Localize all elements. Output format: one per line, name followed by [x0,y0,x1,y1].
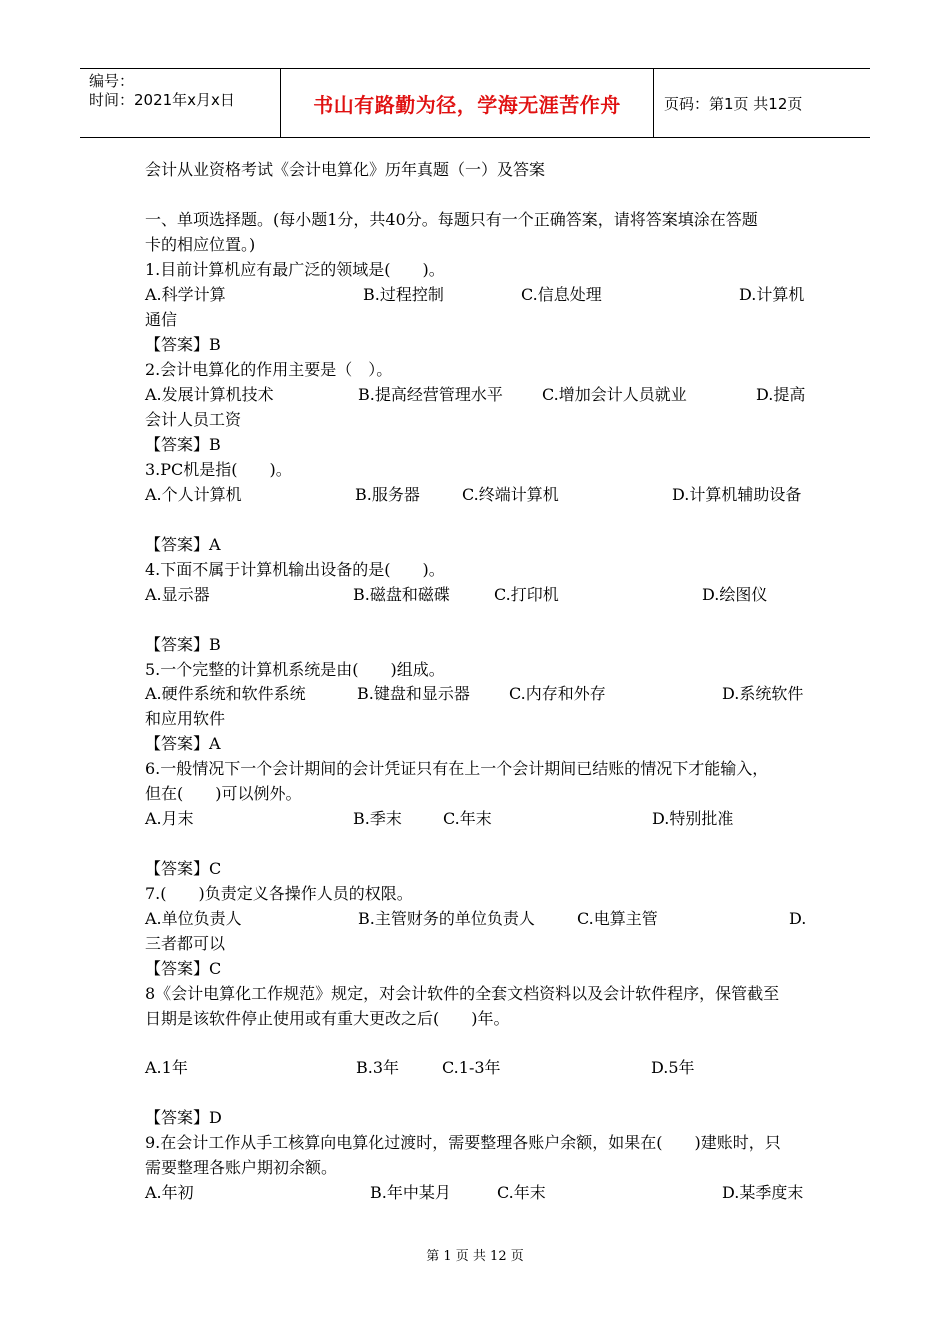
option-c: C.终端计算机 [462,485,559,504]
options-row [145,483,807,507]
options-row [145,807,807,831]
option-c: C.电算主管 [577,909,658,928]
option-d: D.某季度末 [722,1183,804,1202]
option-b: B.服务器 [355,485,420,504]
time-label: 时间：2021年x月x日 [89,91,235,109]
header-table [80,68,870,138]
answer: 【答案】C [145,959,222,978]
question-text: 2.会计电算化的作用主要是（ ）。 [145,360,393,379]
option-d: D.计算机 [739,285,805,304]
option-d: D.5年 [651,1058,695,1077]
option-d: D.绘图仪 [702,585,768,604]
options-row [145,583,807,607]
answer: 【答案】A [145,734,221,753]
option-d: D.提高 [756,385,806,404]
option-b: B.过程控制 [363,285,444,304]
option-c: C.年末 [497,1183,546,1202]
option-wrap: 和应用软件 [145,709,226,728]
option-a: A.硬件系统和软件系统 [145,684,306,703]
option-b: B.提高经营管理水平 [358,385,503,404]
option-a: A.科学计算 [145,285,226,304]
option-d: D.特别批准 [652,809,734,828]
question-text: 5.一个完整的计算机系统是由( )组成。 [145,660,445,679]
number-label: 编号： [89,72,135,90]
question-text: 9.在会计工作从手工核算向电算化过渡时，需要整理各账户余额，如果在( )建账时，只 [145,1133,781,1152]
options-row [145,283,807,307]
option-c: C.年末 [443,809,492,828]
option-a: A.单位负责人 [145,909,242,928]
question-text: 8《会计电算化工作规范》规定，对会计软件的全套文档资料以及会计软件程序，保管截至 [145,984,780,1003]
option-b: B.磁盘和磁碟 [353,585,450,604]
option-b: B.3年 [356,1058,400,1077]
answer: 【答案】B [145,635,221,654]
options-row [145,383,807,407]
question-text: 4.下面不属于计算机输出设备的是( )。 [145,560,445,579]
answer: 【答案】B [145,435,221,454]
options-row [145,1056,807,1080]
option-a: A.个人计算机 [145,485,242,504]
option-a: A.1年 [145,1058,188,1077]
option-c: C.信息处理 [521,285,602,304]
question-text: 6.一般情况下一个会计期间的会计凭证只有在上一个会计期间已结账的情况下才能输入， [145,759,769,778]
option-d: D.计算机辅助设备 [672,485,802,504]
option-wrap: 三者都可以 [145,934,226,953]
option-c: C.1-3年 [442,1058,501,1077]
option-a: A.年初 [145,1183,194,1202]
answer: 【答案】A [145,535,221,554]
option-a: A.发展计算机技术 [145,385,274,404]
option-wrap: 通信 [145,310,178,329]
question-text-cont: 但在( )可以例外。 [145,784,302,803]
option-c: C.内存和外存 [509,684,606,703]
option-b: B.年中某月 [370,1183,451,1202]
option-a: A.月末 [145,809,194,828]
page-code: 页码：第1页 共12页 [664,94,803,113]
section-heading-line1: 一、单项选择题。(每小题1分，共40分。每题只有一个正确答案，请将答案填涂在答题 [145,210,758,229]
option-wrap: 会计人员工资 [145,410,242,429]
page-footer: 第 1 页 共 12 页 [426,1249,524,1264]
question-text: 1.目前计算机应有最广泛的领域是( )。 [145,260,445,279]
option-a: A.显示器 [145,585,210,604]
option-c: C.打印机 [494,585,559,604]
option-d: D. [789,909,807,928]
header-meta [80,69,281,137]
option-d: D.系统软件 [722,684,804,703]
answer: 【答案】B [145,335,221,354]
section-heading-line2: 卡的相应位置。) [145,235,256,254]
question-text-cont: 需要整理各账户期初余额。 [145,1158,338,1177]
document-title: 会计从业资格考试《会计电算化》历年真题（一）及答案 [145,160,546,179]
answer: 【答案】C [145,859,222,878]
question-text-cont: 日期是该软件停止使用或有重大更改之后( )年。 [145,1009,510,1028]
option-c: C.增加会计人员就业 [542,385,687,404]
option-b: B.季末 [353,809,402,828]
question-text: 7.( )负责定义各操作人员的权限。 [145,884,413,903]
option-b: B.键盘和显示器 [357,684,470,703]
options-row [145,907,807,931]
option-b: B.主管财务的单位负责人 [358,909,535,928]
options-row [145,682,807,706]
answer: 【答案】D [145,1108,222,1127]
motto: 书山有路勤为径，学海无涯苦作舟 [281,69,654,137]
question-text: 3.PC机是指( )。 [145,460,292,479]
options-row [145,1181,807,1205]
